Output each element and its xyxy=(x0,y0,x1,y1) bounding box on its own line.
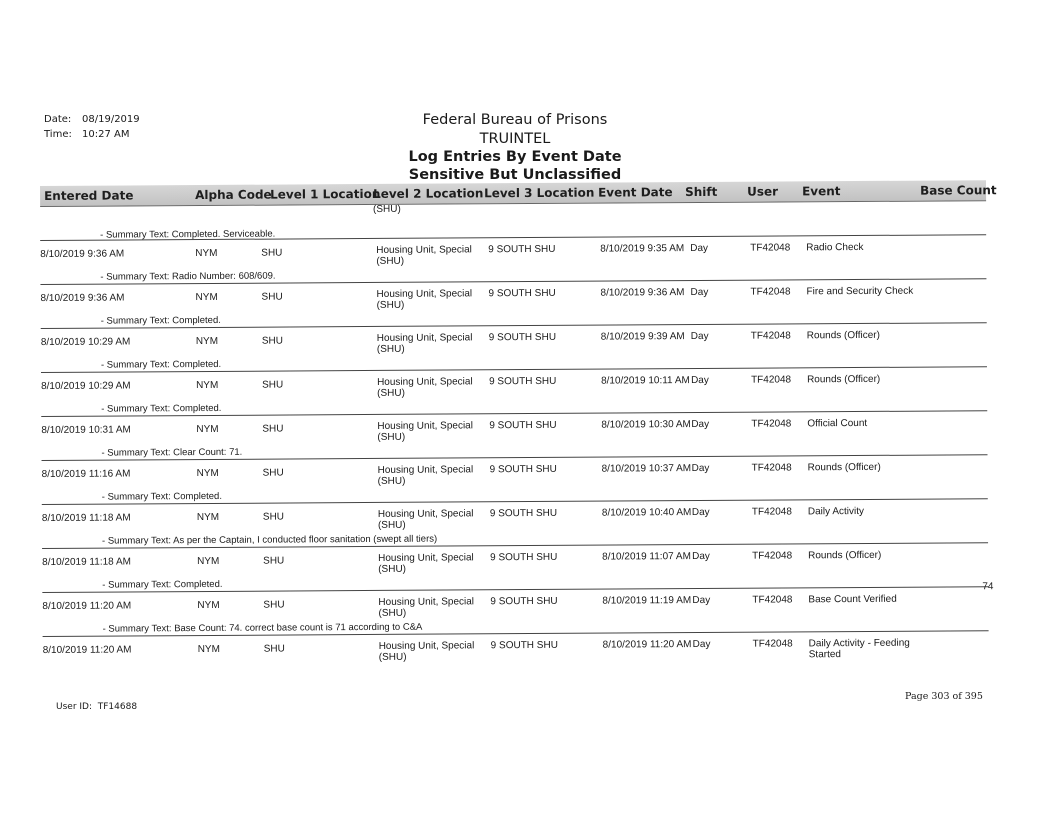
cell-user: TF42048 xyxy=(750,286,791,298)
cell-alpha: NYM xyxy=(196,511,220,524)
page-number: Page 303 of 395 xyxy=(905,691,983,702)
cell-user: TF42048 xyxy=(752,638,793,650)
col-event-date: Event Date xyxy=(598,185,673,200)
cell-event: Radio Check xyxy=(806,241,864,254)
cell-user: TF42048 xyxy=(751,418,792,430)
col-base-count: Base Count xyxy=(920,183,997,198)
cell-level3: 9 SOUTH SHU xyxy=(488,287,556,300)
cell-level2: Housing Unit, Special (SHU) xyxy=(378,640,475,663)
cell-entered: 8/10/2019 10:29 AM xyxy=(40,336,131,348)
cell-shift: Day xyxy=(692,638,711,651)
cell-shift: Day xyxy=(692,550,710,563)
cell-shift: Day xyxy=(691,462,710,475)
footer-user-id xyxy=(56,702,137,712)
col-event: Event xyxy=(802,184,841,199)
cell-level1: SHU xyxy=(261,335,283,347)
cell-user: TF42048 xyxy=(751,374,792,386)
cell-event-date: 8/10/2019 10:11 AM xyxy=(601,375,690,387)
cell-entered: 8/10/2019 11:18 AM xyxy=(42,556,131,568)
report-name: Log Entries By Event Date xyxy=(408,149,622,165)
cell-event-date: 8/10/2019 9:39 AM xyxy=(600,331,685,343)
cell-base-count: 74 xyxy=(982,581,994,593)
cell-event-date: 8/10/2019 10:37 AM xyxy=(601,463,692,475)
cell-event: Daily Activity - Feeding Started xyxy=(808,637,910,661)
cell-event-date: 8/10/2019 9:36 AM xyxy=(600,287,685,299)
time-label: Time: xyxy=(44,129,72,140)
log-entry-row xyxy=(41,366,987,403)
cell-shift: Day xyxy=(691,418,710,431)
cell-level2: Housing Unit, Special (SHU) xyxy=(377,508,474,531)
cell-level1: SHU xyxy=(263,555,285,567)
cell-event: Rounds (Officer) xyxy=(806,329,881,342)
col-level2: Level 2 Location xyxy=(373,186,484,201)
classification-marking: Sensitive But Unclassified xyxy=(408,167,622,183)
cell-user: TF42048 xyxy=(752,550,793,562)
cell-level1: SHU xyxy=(263,599,285,611)
log-entry-row xyxy=(41,410,987,447)
log-entry-row xyxy=(41,322,987,359)
cell-shift: Day xyxy=(692,594,711,607)
col-level3: Level 3 Location xyxy=(484,185,595,201)
cell-level1: SHU xyxy=(262,467,284,479)
summary-text: - Summary Text: Clear Count: 71. xyxy=(101,446,243,459)
cell-level3: 9 SOUTH SHU xyxy=(489,463,557,476)
cell-event: Rounds (Officer) xyxy=(808,549,882,562)
summary-text: - Summary Text: Completed. xyxy=(101,402,222,415)
cell-shift: Day xyxy=(691,506,710,519)
cell-alpha: NYM xyxy=(195,335,219,348)
cell-alpha: NYM xyxy=(196,379,219,392)
cell-level2: Housing Unit, Special (SHU) xyxy=(377,420,473,443)
system-title: TRUINTEL xyxy=(479,131,551,147)
cell-alpha: NYM xyxy=(197,555,220,568)
summary-text: - Summary Text: Radio Number: 608/609. xyxy=(100,270,276,283)
col-shift: Shift xyxy=(685,184,718,200)
cell-entered: 8/10/2019 9:36 AM xyxy=(40,292,125,304)
cell-level1: SHU xyxy=(262,423,284,435)
time-value: 10:27 AM xyxy=(82,129,130,140)
user-id-label: User ID: xyxy=(56,702,92,712)
cell-event-date: 8/10/2019 11:19 AM xyxy=(602,595,692,607)
cell-user: TF42048 xyxy=(750,330,791,342)
user-id-value: TF14688 xyxy=(97,702,138,712)
cell-shift: Day xyxy=(690,286,709,299)
continued-row xyxy=(40,204,986,230)
date-label: Date: xyxy=(44,114,72,125)
cell-level1: SHU xyxy=(261,247,283,259)
cell-event-date: 8/10/2019 10:30 AM xyxy=(601,419,691,431)
cell-shift: Day xyxy=(690,330,709,343)
summary-text: - Summary Text: Completed. xyxy=(102,578,223,591)
cell-entered: 8/10/2019 10:31 AM xyxy=(41,424,131,436)
col-alpha-code: Alpha Code xyxy=(195,187,272,203)
log-entry-row xyxy=(43,630,989,667)
summary-text: - Summary Text: As per the Captain, I conducted floor sanitation (swept all tiers) xyxy=(101,533,438,547)
cell-event: Rounds (Officer) xyxy=(807,461,881,474)
date-value: 08/19/2019 xyxy=(82,114,140,125)
cell-level3: 9 SOUTH SHU xyxy=(489,507,558,520)
cell-level2: Housing Unit, Special (SHU) xyxy=(378,596,475,619)
cell-entered: 8/10/2019 9:36 AM xyxy=(40,248,125,260)
cell-event-date: 8/10/2019 11:20 AM xyxy=(602,639,692,651)
log-entry-row xyxy=(42,542,988,579)
cell-level1: SHU xyxy=(262,511,285,523)
cell-level1: SHU xyxy=(262,379,284,391)
cell-level2: Housing Unit, Special (SHU) xyxy=(377,376,473,399)
cell-user: TF42048 xyxy=(751,506,792,518)
summary-text: - Summary Text: Completed. xyxy=(100,358,222,371)
cell-level2: Housing Unit, Special (SHU) xyxy=(378,552,474,575)
cell-alpha: NYM xyxy=(197,599,220,612)
cell-alpha: NYM xyxy=(195,247,218,260)
cell-user: TF42048 xyxy=(752,594,793,606)
cell-event-date: 8/10/2019 11:07 AM xyxy=(602,551,691,563)
log-entry-row xyxy=(42,498,988,535)
cell-level2: Housing Unit, Special (SHU) xyxy=(377,464,474,487)
cell-level2: Housing Unit, Special (SHU) xyxy=(376,288,473,311)
col-level1: Level 1 Location xyxy=(270,186,381,202)
continued-summary: - Summary Text: Completed. Serviceable. xyxy=(100,228,276,241)
cell-event-date: 8/10/2019 10:40 AM xyxy=(601,507,692,519)
cell-event: Rounds (Officer) xyxy=(807,373,881,386)
log-entry-row xyxy=(40,278,986,315)
log-entry-row xyxy=(40,234,986,271)
cell-level3: 9 SOUTH SHU xyxy=(490,551,558,564)
cell-entered: 8/10/2019 11:16 AM xyxy=(41,468,131,480)
cell-alpha: NYM xyxy=(195,291,218,304)
cell-event-date: 8/10/2019 9:35 AM xyxy=(600,243,685,255)
cell-level2: Housing Unit, Special (SHU) xyxy=(376,244,472,267)
cell-event: Fire and Security Check xyxy=(806,285,914,298)
cell-user: TF42048 xyxy=(750,242,791,254)
summary-text: - Summary Text: Base Count: 74. correct base count is 71 according to C&A xyxy=(102,621,423,635)
col-entered-date: Entered Date xyxy=(44,188,134,203)
cell-alpha: NYM xyxy=(196,467,219,480)
cell-entered: 8/10/2019 11:20 AM xyxy=(42,600,132,612)
cell-level1: SHU xyxy=(263,643,285,655)
cell-event: Official Count xyxy=(807,417,868,430)
cell-entered: 8/10/2019 11:20 AM xyxy=(42,644,132,656)
agency-title: Federal Bureau of Prisons xyxy=(422,112,608,128)
cell-level3: 9 SOUTH SHU xyxy=(489,419,557,432)
cell-level3: 9 SOUTH SHU xyxy=(490,639,558,652)
cell-level3: 9 SOUTH SHU xyxy=(490,595,558,608)
continued-level2: (SHU) xyxy=(372,203,401,215)
cell-level3: 9 SOUTH SHU xyxy=(489,375,557,388)
cell-level2: Housing Unit, Special (SHU) xyxy=(376,332,473,355)
column-header-bar xyxy=(40,180,997,207)
cell-user: TF42048 xyxy=(751,462,792,474)
cell-level3: 9 SOUTH SHU xyxy=(488,331,557,344)
col-user: User xyxy=(747,184,779,199)
cell-event: Daily Activity xyxy=(807,505,865,518)
cell-shift: Day xyxy=(691,374,709,387)
cell-entered: 8/10/2019 11:18 AM xyxy=(41,512,131,524)
cell-alpha: NYM xyxy=(197,643,220,656)
log-entry-row xyxy=(42,454,988,491)
cell-alpha: NYM xyxy=(196,423,219,436)
summary-text: - Summary Text: Completed. xyxy=(101,490,222,503)
cell-level1: SHU xyxy=(261,291,283,303)
cell-entered: 8/10/2019 10:29 AM xyxy=(41,380,131,392)
cell-level3: 9 SOUTH SHU xyxy=(488,243,556,256)
cell-shift: Day xyxy=(690,242,709,255)
cell-event: Base Count Verified xyxy=(808,593,897,606)
summary-text: - Summary Text: Completed. xyxy=(100,314,221,327)
